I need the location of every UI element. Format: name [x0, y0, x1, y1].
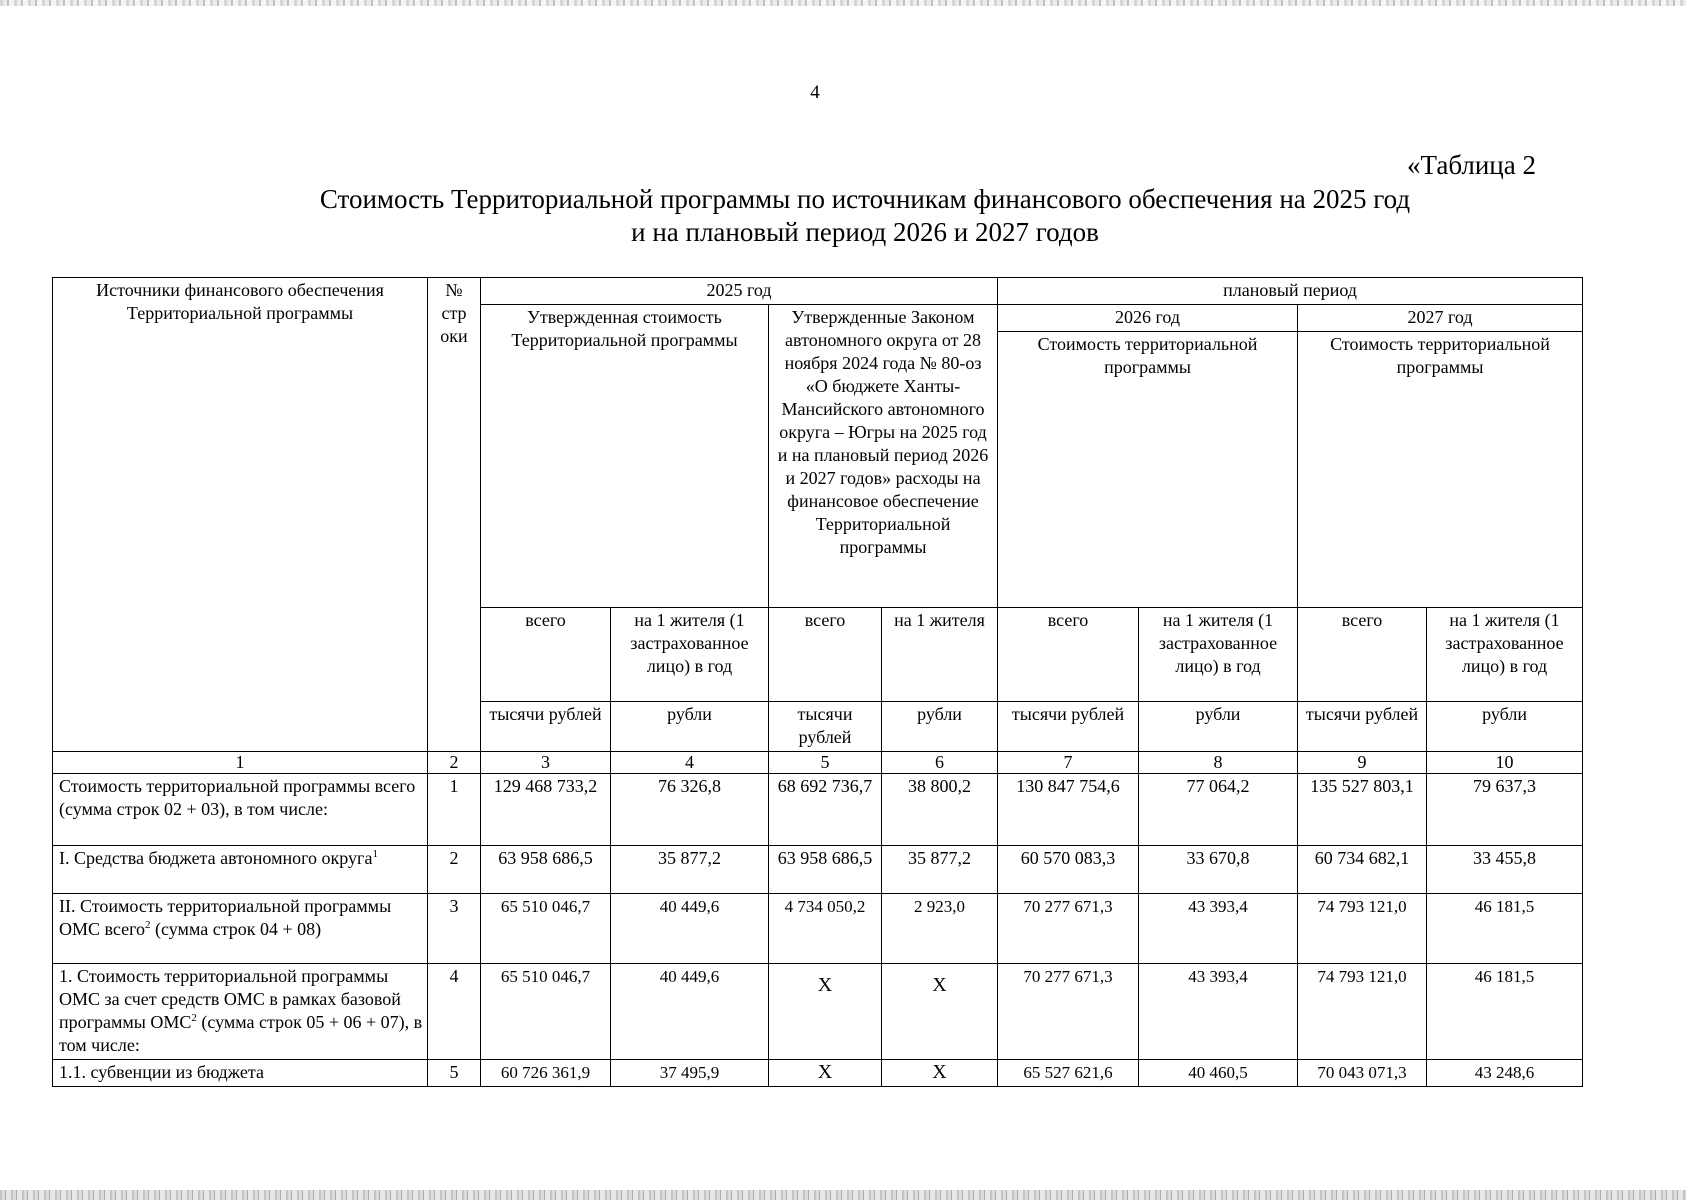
value-cell: 60 726 361,9 — [481, 1060, 611, 1087]
value-cell: 135 527 803,1 — [1298, 774, 1427, 846]
unit-thousand-rub: тысячи рублей — [769, 702, 882, 752]
header-approved-law: Утвержденные Законом автономного округа от 28 ноября 2024 года № 80-оз «О бюджете Ханты-Мансийского автономного округа – Югры на 2025 год и на плановый период 2026 и 2027 годов» расходы на финансовое обеспечение Территориальной программы — [769, 305, 998, 608]
table-caption: «Таблица 2 — [1407, 150, 1536, 180]
footnote-mark: 2 — [191, 1012, 197, 1024]
unit-thousand-rub: тысячи рублей — [998, 702, 1139, 752]
row-source-label: II. Стоимость территориальной программы ОМС всего$^2$ (сумма строк 04 + 08) — [53, 894, 428, 964]
header-total: всего — [1298, 608, 1427, 702]
table-row — [53, 774, 1583, 846]
value-cell: 40 449,6 — [611, 894, 769, 964]
title-line-1: Стоимость Территориальной программы по источникам финансового обеспечения на 2025 год — [319, 184, 1411, 214]
header-per-resident-insured: на 1 жителя (1 застрахованное лицо) в год — [1427, 608, 1583, 702]
value-cell: 76 326,8 — [611, 774, 769, 846]
title-line-2: и на плановый период 2026 и 2027 годов — [631, 217, 1099, 247]
row-number: 5 — [428, 1060, 481, 1087]
row-source-label: 1. Стоимость территориальной программы ОМС за счет средств ОМС в рамках базовой программы ОМС$^2$ (сумма строк 05 + 06 + 07), в том числе: — [53, 964, 428, 1060]
value-cell: 70 043 071,3 — [1298, 1060, 1427, 1087]
value-cell: 35 877,2 — [611, 846, 769, 894]
value-cell: 43 393,4 — [1139, 894, 1298, 964]
value-cell: 68 692 736,7 — [769, 774, 882, 846]
value-cell: 2 923,0 — [882, 894, 998, 964]
column-number: 8 — [1139, 752, 1298, 774]
row-number: 2 — [428, 846, 481, 894]
value-cell: 74 793 121,0 — [1298, 894, 1427, 964]
table-row — [53, 1060, 1583, 1087]
value-cell: 43 393,4 — [1139, 964, 1298, 1060]
header-year-2025: 2025 год — [481, 278, 998, 305]
value-cell: 130 847 754,6 — [998, 774, 1139, 846]
footnote-mark: 1 — [372, 848, 378, 860]
header-per-resident: на 1 жителя — [882, 608, 998, 702]
value-cell: X — [769, 1060, 882, 1087]
header-total: всего — [769, 608, 882, 702]
header-cost-2026: Стоимость территориальной программы — [998, 332, 1298, 608]
value-cell: 38 800,2 — [882, 774, 998, 846]
column-number: 7 — [998, 752, 1139, 774]
value-cell: 33 455,8 — [1427, 846, 1583, 894]
header-cost-2027: Стоимость территориальной программы — [1298, 332, 1583, 608]
unit-rub: рубли — [1427, 702, 1583, 752]
column-number: 2 — [428, 752, 481, 774]
value-cell: 60 734 682,1 — [1298, 846, 1427, 894]
header-total: всего — [481, 608, 611, 702]
value-cell: 35 877,2 — [882, 846, 998, 894]
row-source-label: I. Средства бюджета автономного округа$^1$ — [53, 846, 428, 894]
row-number: 1 — [428, 774, 481, 846]
value-cell: 79 637,3 — [1427, 774, 1583, 846]
row-number: 3 — [428, 894, 481, 964]
row-number: 4 — [428, 964, 481, 1060]
column-number: 9 — [1298, 752, 1427, 774]
value-cell: 33 670,8 — [1139, 846, 1298, 894]
header-per-resident-insured: на 1 жителя (1 застрахованное лицо) в год — [1139, 608, 1298, 702]
value-cell: 70 277 671,3 — [998, 894, 1139, 964]
header-planned-period: плановый период — [998, 278, 1583, 305]
header-year-2027: 2027 год — [1298, 305, 1583, 332]
column-number: 3 — [481, 752, 611, 774]
table-row — [53, 846, 1583, 894]
value-cell: X — [882, 964, 998, 1060]
value-cell: 65 510 046,7 — [481, 964, 611, 1060]
value-cell: 37 495,9 — [611, 1060, 769, 1087]
financing-table — [52, 277, 1583, 1087]
column-number: 6 — [882, 752, 998, 774]
value-cell: X — [769, 964, 882, 1060]
header-year-2026: 2026 год — [998, 305, 1298, 332]
unit-rub: рубли — [611, 702, 769, 752]
column-number: 1 — [53, 752, 428, 774]
column-number: 10 — [1427, 752, 1583, 774]
value-cell: X — [882, 1060, 998, 1087]
document-title — [200, 183, 1530, 249]
column-number: 5 — [769, 752, 882, 774]
table-row — [53, 964, 1583, 1060]
value-cell: 63 958 686,5 — [481, 846, 611, 894]
unit-thousand-rub: тысячи рублей — [481, 702, 611, 752]
value-cell: 60 570 083,3 — [998, 846, 1139, 894]
header-total: всего — [998, 608, 1139, 702]
value-cell: 4 734 050,2 — [769, 894, 882, 964]
page-number: 4 — [810, 82, 820, 103]
value-cell: 129 468 733,2 — [481, 774, 611, 846]
value-cell: 46 181,5 — [1427, 964, 1583, 1060]
column-number: 4 — [611, 752, 769, 774]
value-cell: 46 181,5 — [1427, 894, 1583, 964]
scan-edge-top — [0, 0, 1686, 6]
value-cell: 65 510 046,7 — [481, 894, 611, 964]
value-cell: 70 277 671,3 — [998, 964, 1139, 1060]
header-approved-cost: Утвержденная стоимость Территориальной программы — [481, 305, 769, 608]
row-source-label: Стоимость территориальной программы всего (сумма строк 02 + 03), в том числе: — [53, 774, 428, 846]
value-cell: 43 248,6 — [1427, 1060, 1583, 1087]
row-source-label: 1.1. субвенции из бюджета — [53, 1060, 428, 1087]
value-cell: 77 064,2 — [1139, 774, 1298, 846]
header-source: Источники финансового обеспечения Территориальной программы — [53, 278, 428, 752]
header-per-resident-insured: на 1 жителя (1 застрахованное лицо) в год — [611, 608, 769, 702]
value-cell: 74 793 121,0 — [1298, 964, 1427, 1060]
unit-rub: рубли — [1139, 702, 1298, 752]
scan-edge-bottom — [0, 1190, 1686, 1200]
table-row — [53, 894, 1583, 964]
unit-thousand-rub: тысячи рублей — [1298, 702, 1427, 752]
unit-rub: рубли — [882, 702, 998, 752]
header-row-number: № стр оки — [428, 278, 481, 752]
value-cell: 40 460,5 — [1139, 1060, 1298, 1087]
footnote-mark: 2 — [145, 919, 151, 931]
value-cell: 65 527 621,6 — [998, 1060, 1139, 1087]
value-cell: 63 958 686,5 — [769, 846, 882, 894]
value-cell: 40 449,6 — [611, 964, 769, 1060]
